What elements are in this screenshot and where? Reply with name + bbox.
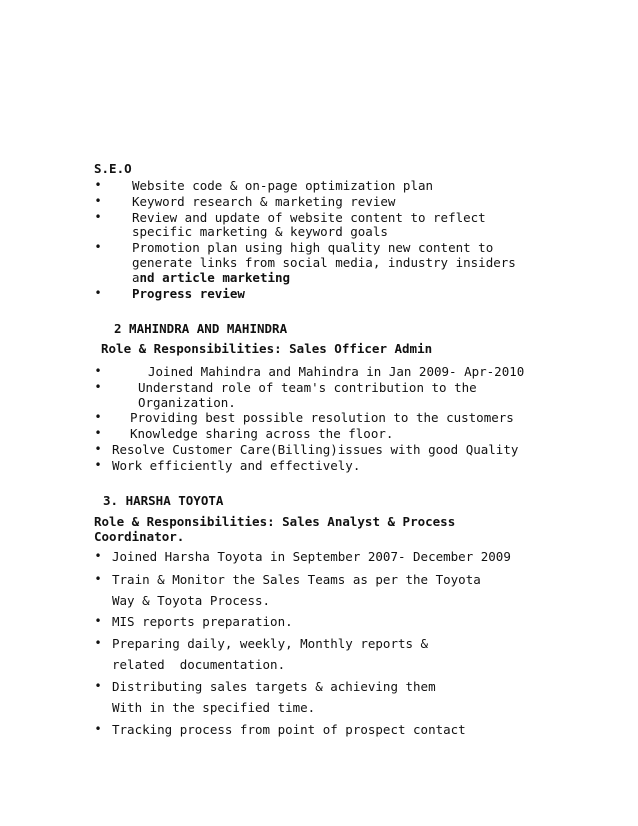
mahindra-item-4: Knowledge sharing across the floor. — [130, 426, 394, 441]
bullet-icon: • — [94, 426, 102, 440]
mahindra-heading: 2 MAHINDRA AND MAHINDRA — [114, 321, 288, 336]
toyota-item-5-line-2: With in the specified time. — [112, 700, 316, 715]
seo-item-3-line-2: specific marketing & keyword goals — [132, 224, 388, 239]
bullet-icon: • — [94, 679, 102, 693]
toyota-role-line-2: Coordinator. — [94, 529, 185, 544]
seo-item-4-line-3-plain: a — [132, 270, 140, 285]
bullet-icon: • — [94, 194, 102, 208]
bullet-icon: • — [94, 364, 102, 378]
mahindra-item-2-line-2: Organization. — [138, 395, 236, 410]
toyota-item-3: MIS reports preparation. — [112, 614, 293, 629]
seo-heading: S.E.O — [94, 161, 132, 176]
seo-item-4-line-1: Promotion plan using high quality new content to — [132, 240, 494, 255]
seo-item-3-line-1: Review and update of website content to reflect — [132, 210, 486, 225]
toyota-role-line-1: Role & Responsibilities: Sales Analyst & Process — [94, 514, 456, 529]
bullet-icon: • — [94, 722, 102, 736]
mahindra-role: Role & Responsibilities: Sales Officer Admin — [101, 341, 433, 356]
bullet-icon: • — [94, 380, 102, 394]
toyota-item-2-line-1: Train & Monitor the Sales Teams as per the Toyota — [112, 572, 481, 587]
mahindra-item-6: Work efficiently and effectively. — [112, 458, 361, 473]
bullet-icon: • — [94, 442, 102, 456]
bullet-icon: • — [94, 636, 102, 650]
toyota-heading: 3. HARSHA TOYOTA — [103, 493, 224, 508]
mahindra-item-5: Resolve Customer Care(Billing)issues with good Quality — [112, 442, 519, 457]
seo-item-5: Progress review — [132, 286, 245, 301]
bullet-icon: • — [94, 178, 102, 192]
toyota-item-2-line-2: Way & Toyota Process. — [112, 593, 271, 608]
toyota-item-1: Joined Harsha Toyota in September 2007- December 2009 — [112, 549, 511, 564]
mahindra-item-3: Providing best possible resolution to the customers — [130, 410, 514, 425]
seo-item-2: Keyword research & marketing review — [132, 194, 396, 209]
seo-item-4-line-3 — [132, 270, 290, 285]
toyota-item-5-line-1: Distributing sales targets & achieving them — [112, 679, 436, 694]
bullet-icon: • — [94, 210, 102, 224]
toyota-item-6: Tracking process from point of prospect contact — [112, 722, 466, 737]
toyota-item-4-line-1: Preparing daily, weekly, Monthly reports & — [112, 636, 429, 651]
bullet-icon: • — [94, 240, 102, 254]
bullet-icon: • — [94, 286, 102, 300]
seo-item-4-line-2: generate links from social media, industry insiders — [132, 255, 516, 270]
seo-item-1: Website code & on-page optimization plan — [132, 178, 434, 193]
bullet-icon: • — [94, 410, 102, 424]
mahindra-item-2-line-1: Understand role of team's contribution to the — [138, 380, 477, 395]
mahindra-item-1: Joined Mahindra and Mahindra in Jan 2009- Apr-2010 — [148, 364, 525, 379]
bullet-icon: • — [94, 614, 102, 628]
bullet-icon: • — [94, 572, 102, 586]
seo-item-4-line-3-bold: nd article marketing — [139, 270, 291, 285]
toyota-item-4-line-2: related documentation. — [112, 657, 286, 672]
bullet-icon: • — [94, 458, 102, 472]
bullet-icon: • — [94, 549, 102, 563]
